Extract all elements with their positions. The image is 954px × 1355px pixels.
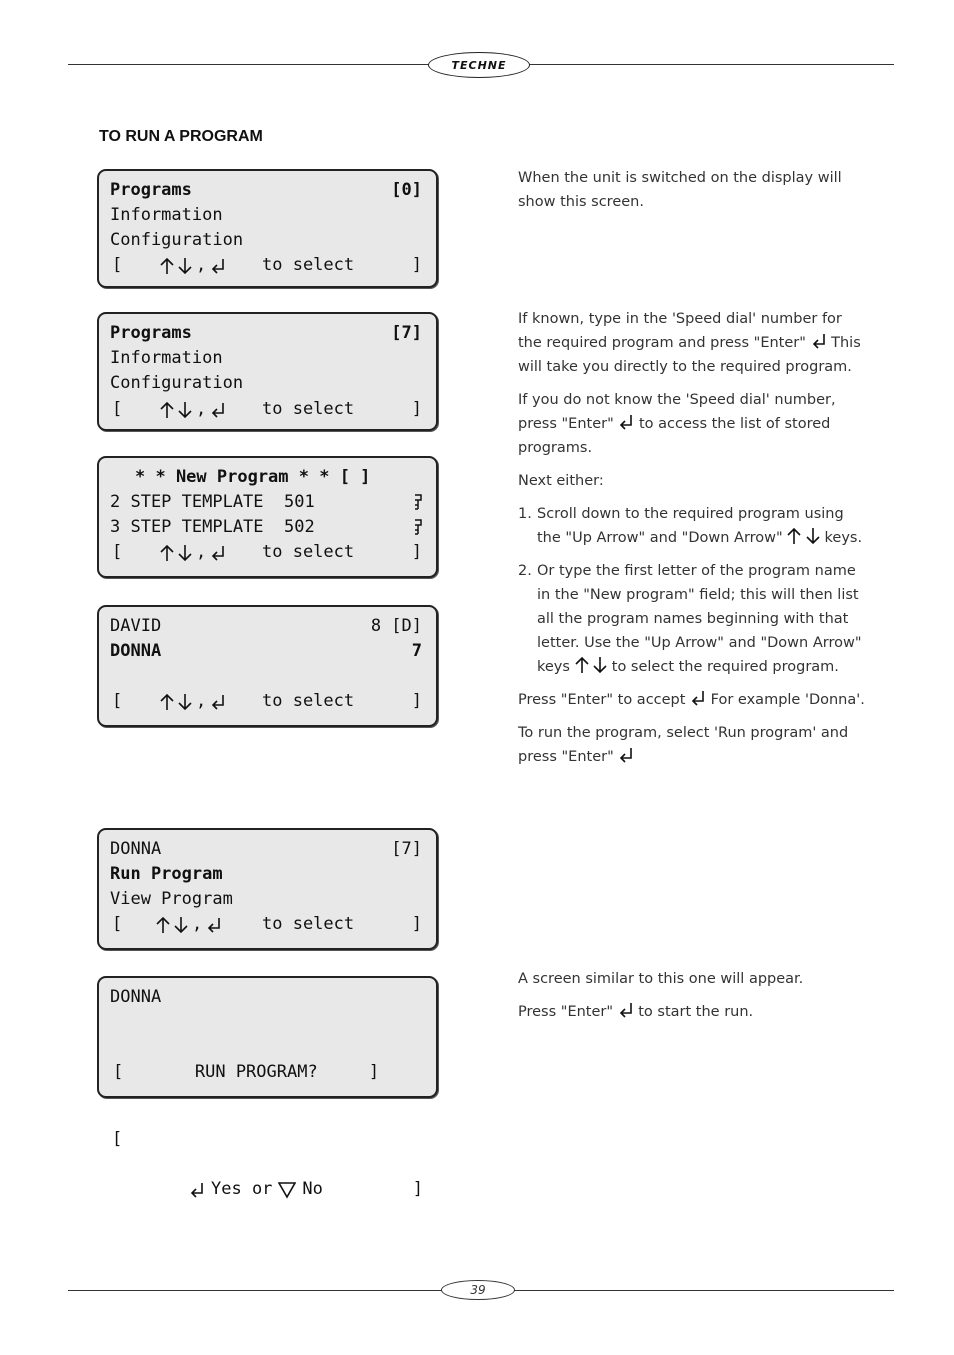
up-arrow-icon [787, 527, 801, 545]
techne-logo [428, 52, 530, 78]
triangle-down-icon [278, 1181, 296, 1199]
lcd-line: Programs [0] [110, 180, 422, 200]
up-arrow-icon [156, 916, 170, 934]
paragraph-intro: When the unit is switched on the display will show this screen. [518, 170, 842, 210]
lcd-select-line: [ , to select ] [112, 542, 422, 562]
lcd-line: Run Program [110, 864, 223, 884]
down-arrow-icon [178, 401, 192, 419]
down-arrow-icon [178, 257, 192, 275]
yes-no-prompt: [ Yes or No ] [112, 1129, 423, 1199]
enter-icon [206, 916, 222, 934]
paragraph-instructions: If known, type in the 'Speed dial' number for the required program and press "Enter" This will take you directly to the required program. If you do not know the 'Speed dial' number, press "Enter" to access the list of stored programs. Next either: 1. Scroll down to the required program using the "Up Arrow" and "Down Arrow" keys. 2. Or type the first letter of the program name in the "New program" field; this will then list all the program names beginning with that letter. Use the "Up Arrow" and "Down Arrow" keys to select the required program. Press "Enter" to accept For example 'Donna'. To run the program, select 'Run program' and press "Enter" [518, 307, 868, 769]
enter-icon [811, 332, 827, 350]
down-arrow-icon [593, 656, 607, 674]
enter-icon [618, 1001, 634, 1019]
down-arrow-icon [806, 527, 820, 545]
paragraph-run: A screen similar to this one will appear. Press "Enter" to start the run. [518, 971, 804, 1020]
enter-icon [618, 413, 634, 431]
lcd-screen-main-menu [97, 169, 438, 288]
section-heading: TO RUN A PROGRAM [99, 128, 263, 145]
lcd-line: DAVID 8 [D] [110, 616, 422, 636]
lcd-line: Information [110, 205, 223, 225]
enter-icon [618, 746, 634, 764]
lcd-line: Configuration [110, 230, 244, 250]
lcd-line: 2 STEP TEMPLATE 501 [110, 490, 422, 515]
lcd-line: DONNA [110, 987, 162, 1007]
lcd-screen-program-menu [97, 828, 438, 950]
enter-icon [189, 1181, 205, 1199]
lcd-line: Programs [7] [110, 323, 422, 343]
lcd-line: 3 STEP TEMPLATE 502 [110, 515, 422, 540]
up-arrow-icon [160, 401, 174, 419]
enter-icon [210, 544, 226, 562]
lcd-line: DONNA [7] [110, 839, 422, 859]
lcd-line: * * New Program * * [ ] [135, 467, 371, 487]
up-arrow-icon [160, 544, 174, 562]
down-arrow-icon [174, 916, 188, 934]
key-icon [414, 494, 422, 510]
up-arrow-icon [160, 693, 174, 711]
logo-text: TECHNE [451, 58, 507, 72]
lcd-line: DONNA 7 [110, 641, 422, 661]
down-arrow-icon [178, 693, 192, 711]
lcd-screen-speed-dial [97, 312, 438, 431]
enter-icon [210, 257, 226, 275]
lcd-select-line: [ , to select ] [112, 914, 422, 934]
list-item: 1. Scroll down to the required program using the "Up Arrow" and "Down Arrow" keys. [518, 506, 863, 546]
enter-icon [210, 693, 226, 711]
lcd-line: [ RUN PROGRAM? ] [113, 1062, 380, 1082]
lcd-screen-program-list [97, 456, 438, 578]
lcd-screen-run-program [97, 976, 438, 1098]
enter-icon [210, 401, 226, 419]
down-arrow-icon [178, 544, 192, 562]
page-number: 39 [441, 1280, 515, 1300]
list-item: 2. Or type the first letter of the program name in the "New program" field; this will then list all the program names beginning with that letter. Use the "Up Arrow" and "Down Arrow" keys to select the required program. [518, 563, 862, 675]
up-arrow-icon [160, 257, 174, 275]
lcd-select-line: [ , to select ] [112, 255, 422, 275]
lcd-line: Configuration [110, 373, 244, 393]
lcd-screen-letter-filter [97, 605, 438, 727]
lcd-line: Information [110, 348, 223, 368]
lcd-line: View Program [110, 889, 233, 909]
up-arrow-icon [575, 656, 589, 674]
key-icon [414, 519, 422, 535]
enter-icon [690, 689, 706, 707]
lcd-select-line: [ , to select ] [112, 399, 422, 419]
lcd-select-line: [ , to select ] [112, 691, 422, 711]
